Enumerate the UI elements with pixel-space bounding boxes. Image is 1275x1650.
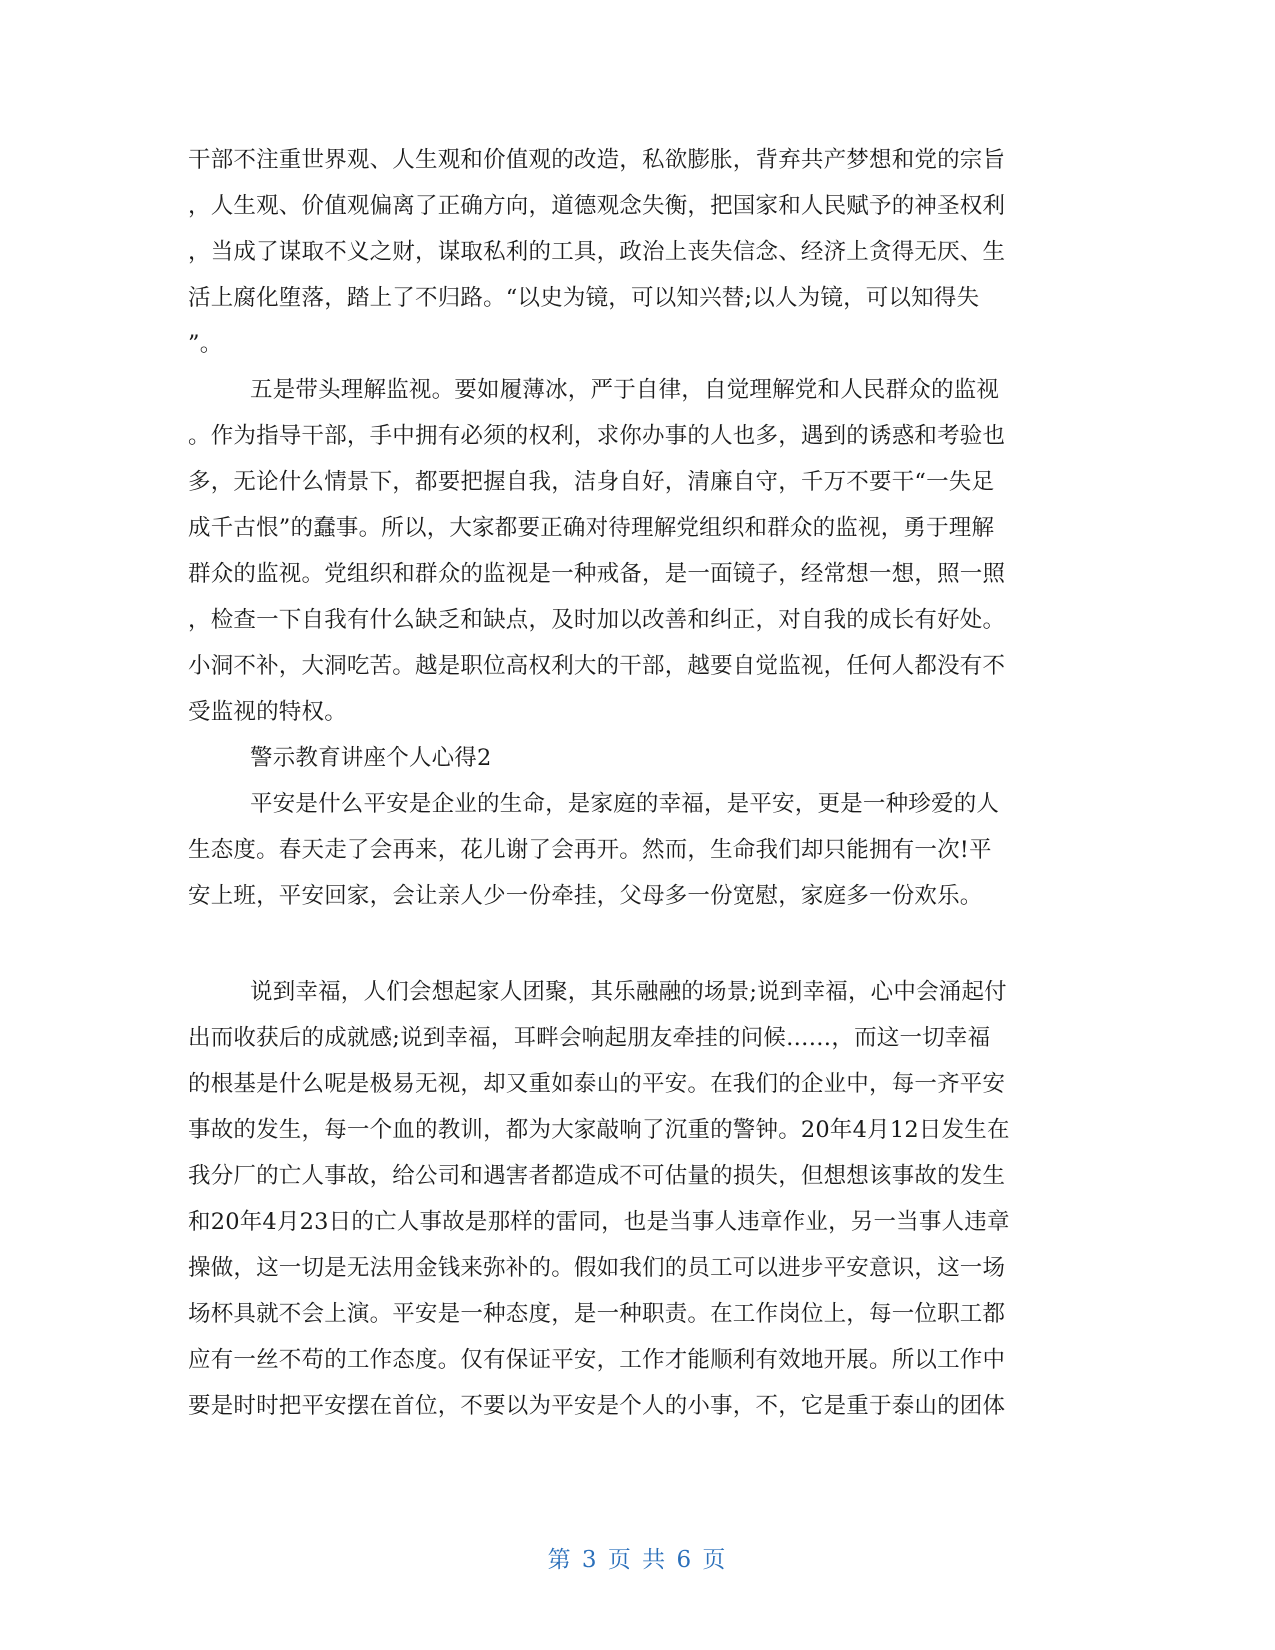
text-line: 场杯具就不会上演。平安是一种态度，是一种职责。在工作岗位上，每一位职工都 xyxy=(188,1301,1006,1327)
text-line: 小洞不补，大洞吃苦。越是职位高权利大的干部，越要自觉监视，任何人都没有不 xyxy=(188,653,1006,679)
text-line: ”。 xyxy=(188,331,223,357)
text-line: 。作为指导干部，手中拥有必须的权利，求你办事的人也多，遇到的诱惑和考验也 xyxy=(188,423,1006,449)
text-line: ，人生观、价值观偏离了正确方向，道德观念失衡，把国家和人民赋予的神圣权利 xyxy=(188,193,1006,219)
text-line: 受监视的特权。 xyxy=(188,699,347,725)
text-line: 生态度。春天走了会再来，花儿谢了会再开。然而，生命我们却只能拥有一次!平 xyxy=(188,837,992,863)
text-line: 我分厂的亡人事故，给公司和遇害者都造成不可估量的损失，但想想该事故的发生 xyxy=(188,1163,1006,1189)
text-line: 的根基是什么呢是极易无视，却又重如泰山的平安。在我们的企业中，每一齐平安 xyxy=(188,1071,1006,1097)
text-line: 事故的发生，每一个血的教训，都为大家敲响了沉重的警钟。20年4月12日发生在 xyxy=(188,1117,1010,1143)
text-line: 应有一丝不苟的工作态度。仅有保证平安，工作才能顺利有效地开展。所以工作中 xyxy=(188,1347,1006,1373)
text-line: 成千古恨”的蠢事。所以，大家都要正确对待理解党组织和群众的监视，勇于理解 xyxy=(188,515,995,541)
paragraph-start: 五是带头理解监视。要如履薄冰，严于自律，自觉理解党和人民群众的监视 xyxy=(250,377,1000,403)
text-line: 多，无论什么情景下，都要把握自我，洁身自好，清廉自守，千万不要干“一失足 xyxy=(188,469,995,495)
section-heading: 警示教育讲座个人心得2 xyxy=(250,745,492,771)
text-line: 安上班，平安回家，会让亲人少一份牵挂，父母多一份宽慰，家庭多一份欢乐。 xyxy=(188,883,983,909)
text-line: 和20年4月23日的亡人事故是那样的雷同，也是当事人违章作业，另一当事人违章 xyxy=(188,1209,1010,1235)
text-line: 活上腐化堕落，踏上了不归路。“以史为镜，可以知兴替;以人为镜，可以知得失 xyxy=(188,285,980,311)
text-line: 出而收获后的成就感;说到幸福，耳畔会响起朋友牵挂的问候……，而这一切幸福 xyxy=(188,1025,991,1051)
text-line: ，检查一下自我有什么缺乏和缺点，及时加以改善和纠正，对自我的成长有好处。 xyxy=(188,607,1006,633)
text-line: 干部不注重世界观、人生观和价值观的改造，私欲膨胀，背弃共产梦想和党的宗旨 xyxy=(188,147,1006,173)
text-line: 操做，这一切是无法用金钱来弥补的。假如我们的员工可以进步平安意识，这一场 xyxy=(188,1255,1006,1281)
paragraph-start: 平安是什么平安是企业的生命，是家庭的幸福，是平安，更是一种珍爱的人 xyxy=(250,791,1000,817)
page-number-footer: 第 3 页 共 6 页 xyxy=(547,1547,728,1573)
text-line: 群众的监视。党组织和群众的监视是一种戒备，是一面镜子，经常想一想，照一照 xyxy=(188,561,1006,587)
paragraph-start: 说到幸福，人们会想起家人团聚，其乐融融的场景;说到幸福，心中会涌起付 xyxy=(250,979,1007,1005)
text-line: 要是时时把平安摆在首位，不要以为平安是个人的小事，不，它是重于泰山的团体 xyxy=(188,1393,1006,1419)
text-line: ，当成了谋取不义之财，谋取私利的工具，政治上丧失信念、经济上贪得无厌、生 xyxy=(188,239,1006,265)
